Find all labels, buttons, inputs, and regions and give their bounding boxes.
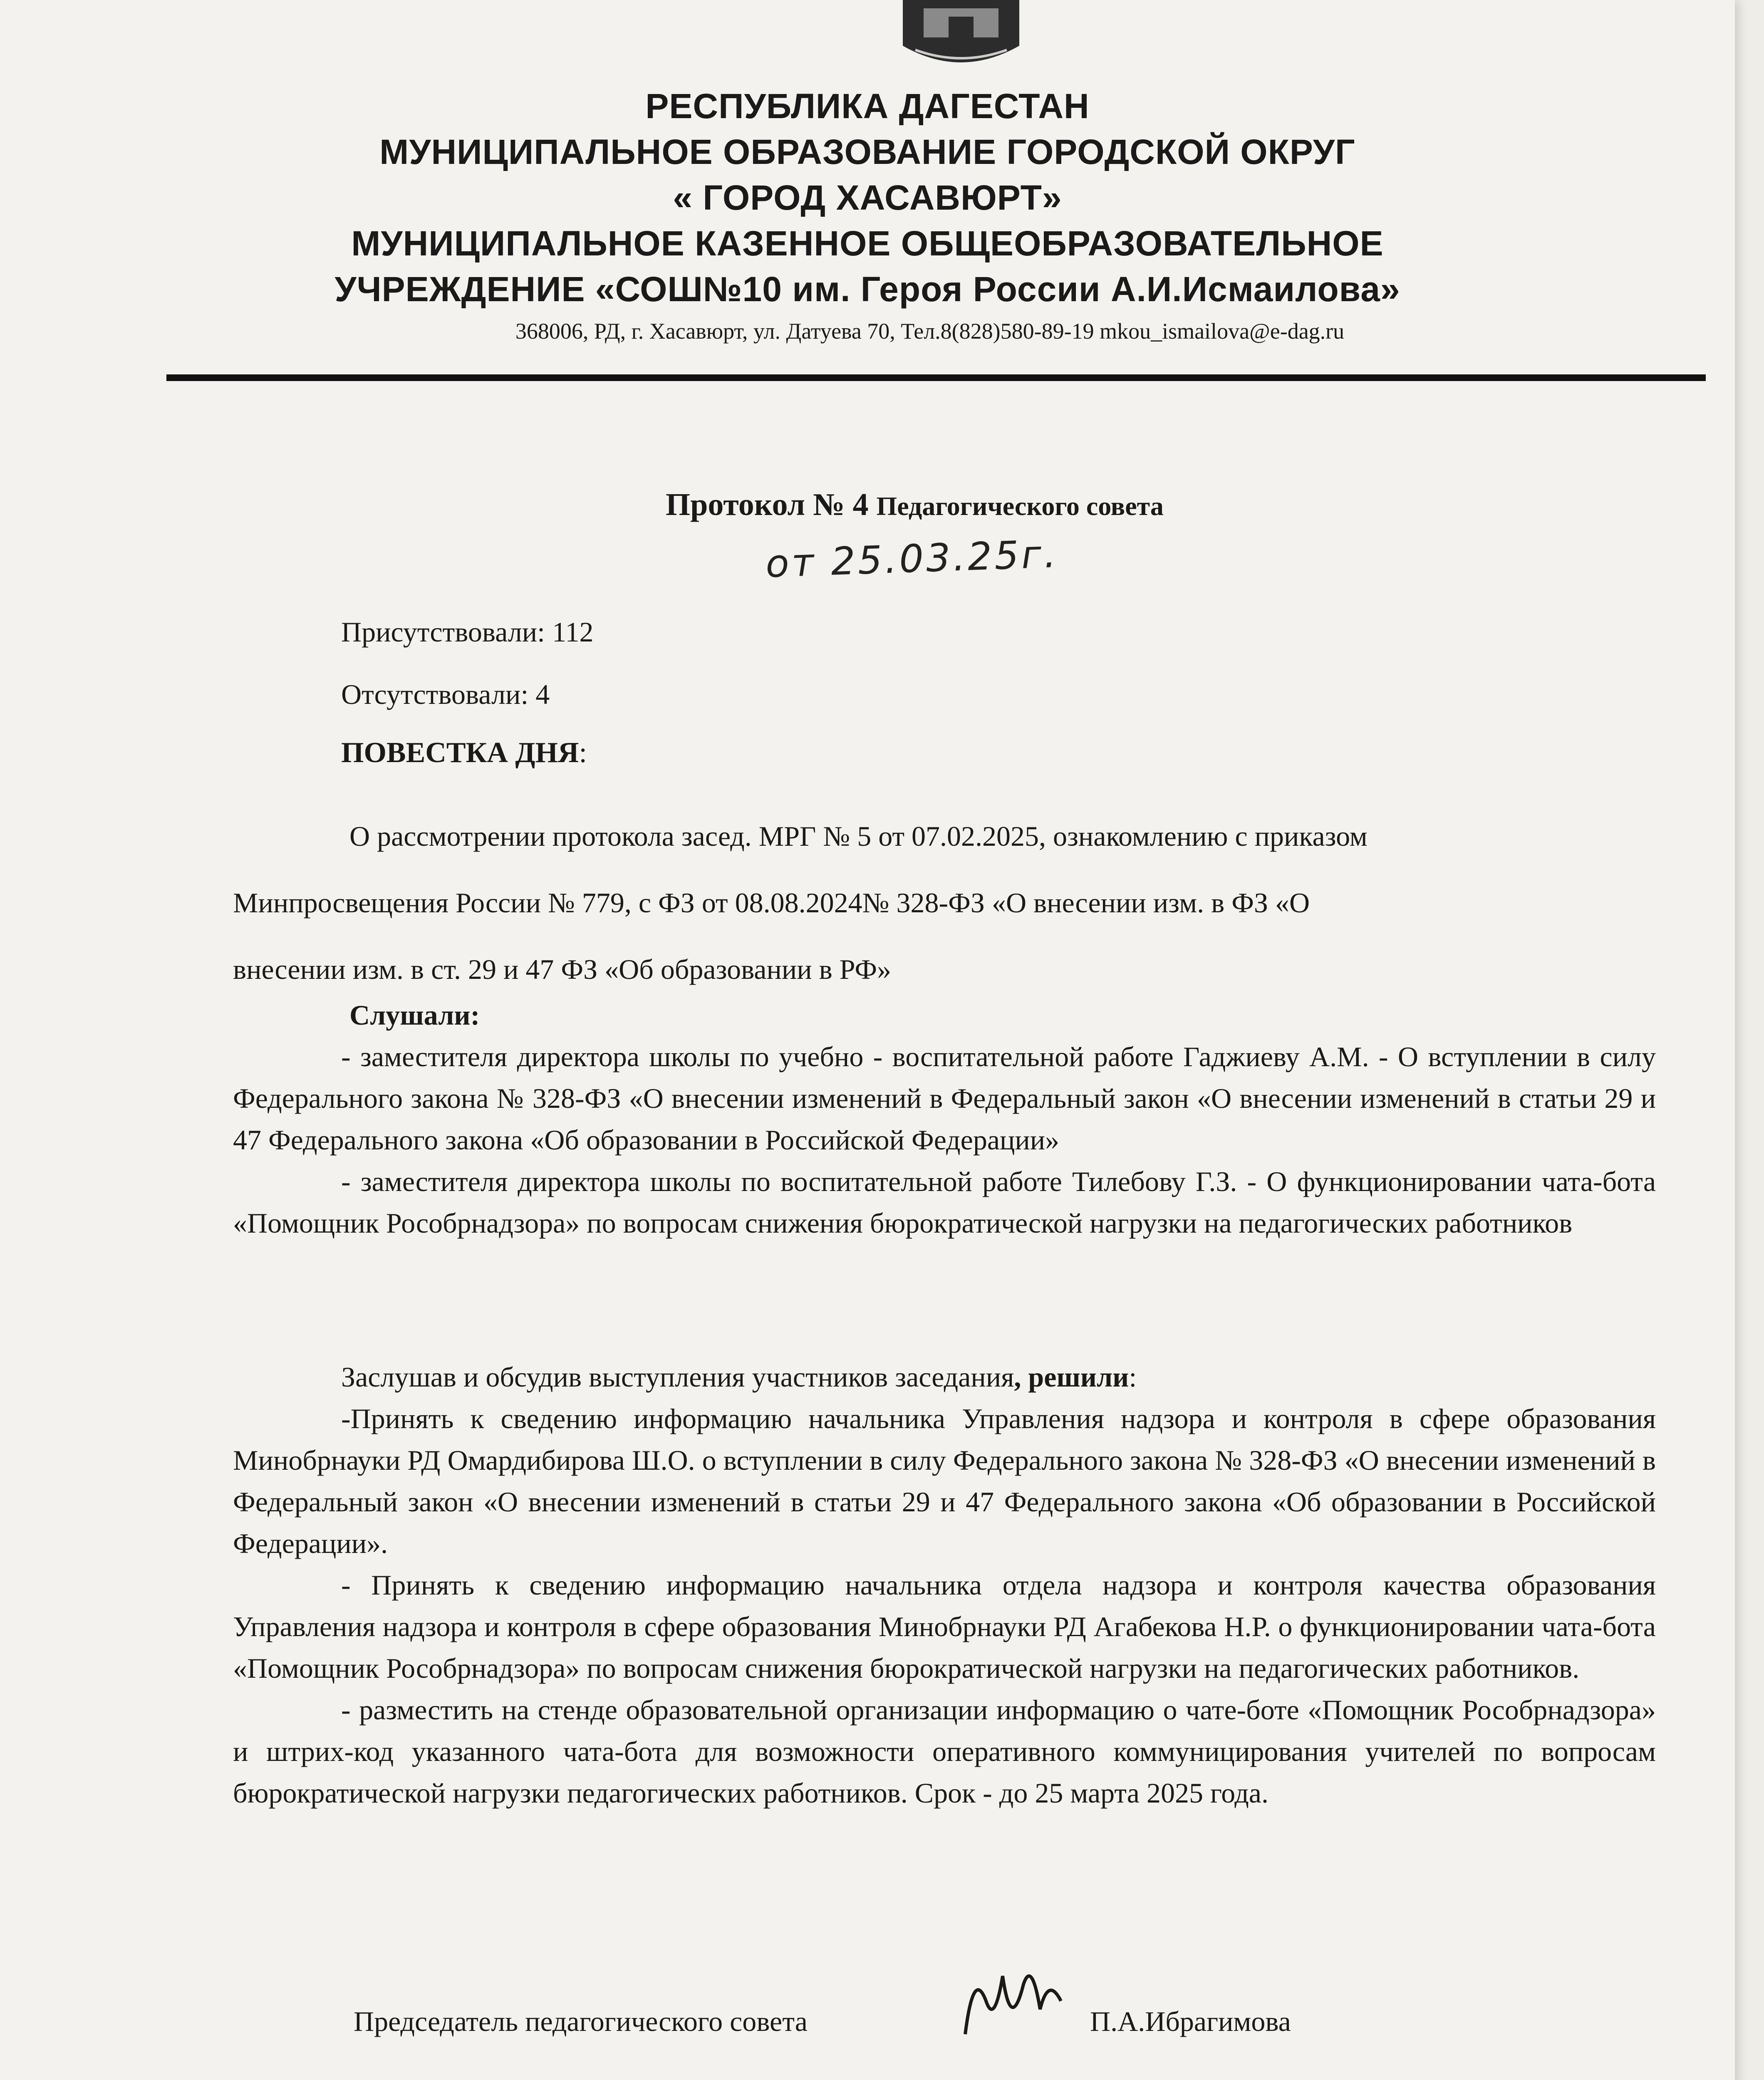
chair-name: П.А.Ибрагимова — [1090, 2006, 1291, 2037]
title-main: Протокол № 4 — [666, 487, 869, 522]
chair-signature-label: Председатель педагогического совета — [354, 2006, 808, 2037]
decision-intro-bold: , решили — [1014, 1361, 1129, 1393]
decision-intro-end: : — [1129, 1361, 1137, 1393]
decision-intro — [233, 1356, 1656, 1398]
decision-item-3: - разместить на стенде образовательной организации информацию о чате-боте «Помощник Рособрнадзора» и штрих-код указанного чата-бота для возможности оперативного коммуницирования учителей по вопросам бюрократической нагрузки педагогических работников. Срок - до 25 марта 2025 года. — [233, 1694, 1656, 1809]
agenda-heading — [341, 736, 587, 770]
agenda-heading-colon: : — [579, 737, 587, 769]
agenda-line-2: Минпросвещения России № 779, с ФЗ от 08.08.2024№ 328-ФЗ «О внесении изм. в ФЗ «О — [233, 887, 1310, 919]
coat-of-arms-emblem — [899, 0, 1023, 75]
header-municipality: МУНИЦИПАЛЬНОЕ ОБРАЗОВАНИЕ ГОРОДСКОЙ ОКРУГ — [379, 132, 1355, 171]
decision-item-2: - Принять к сведению информацию начальника отдела надзора и контроля качества образования Управления надзора и контроля в сфере образования Минобрнауки РД Агабекова Н.Р. о функционировании чата-бота «Помощник Рособрнадзора» по вопросам снижения бюрократической нагрузки на педагогических работников. — [233, 1569, 1656, 1684]
header-institution-type: МУНИЦИПАЛЬНОЕ КАЗЕННОЕ ОБЩЕОБРАЗОВАТЕЛЬНОЕ — [351, 224, 1384, 263]
decision-intro-text: Заслушав и обсудив выступления участников заседания — [341, 1361, 1014, 1393]
decision-section — [233, 1356, 1656, 1814]
heard-item-2: - заместителя директора школы по воспитательной работе Тилебову Г.З. - О функционировании чата-бота «Помощник Рособрнадзора» по вопросам снижения бюрократической нагрузки на педагогических работников — [233, 1166, 1656, 1239]
heard-item-1: - заместителя директора школы по учебно - воспитательной работе Гаджиеву А.М. - О вступлении в силу Федерального закона № 328-ФЗ «О внесении изменений в Федеральный закон «О внесении изменений в статьи 29 и 47 Федерального закона «Об образовании в Российской Федерации» — [233, 1041, 1656, 1156]
agenda-line-1: О рассмотрении протокола засед. МРГ № 5 от 07.02.2025, ознакомлению с приказом — [349, 820, 1368, 852]
header-republic: РЕСПУБЛИКА ДАГЕСТАН — [645, 87, 1090, 126]
header-city: « ГОРОД ХАСАВЮРТ» — [673, 178, 1062, 217]
document-title — [666, 487, 1164, 523]
agenda-line-3: внесении изм. в ст. 29 и 47 ФЗ «Об образовании в РФ» — [233, 953, 892, 985]
attendance-absent: Отсутствовали: 4 — [341, 678, 550, 710]
heard-section — [233, 994, 1656, 1244]
handwritten-date: от 25.03.25г. — [765, 531, 1060, 587]
agenda-text — [233, 803, 1656, 1003]
title-rest: Педагогического совета — [876, 491, 1164, 521]
header-address: 368006, РД, г. Хасавюрт, ул. Датуева 70, Тел.8(828)580-89-19 mkou_ismailova@e-dag.ru — [515, 319, 1345, 344]
secretary-signature-icon — [915, 2055, 1082, 2080]
letterhead — [0, 83, 1735, 348]
chair-signature-icon — [949, 1951, 1073, 2059]
attendance-present: Присутствовали: 112 — [341, 616, 594, 648]
header-institution-name: УЧРЕЖДЕНИЕ «СОШ№10 им. Героя России А.И.Исмаилова» — [334, 270, 1400, 309]
decision-item-1: -Принять к сведению информацию начальника Управления надзора и контроля в сфере образования Минобрнауки РД Омардибирова Ш.О. о вступлении в силу Федерального закона № 328-ФЗ «О внесении изменений в Федеральный закон «О внесении изменений в статьи 29 и 47 Федерального закона «Об образовании в Российской Федерации». — [233, 1403, 1656, 1559]
heard-heading: Слушали: — [349, 999, 480, 1031]
header-divider — [166, 374, 1706, 381]
agenda-heading-text: ПОВЕСТКА ДНЯ — [341, 737, 579, 769]
